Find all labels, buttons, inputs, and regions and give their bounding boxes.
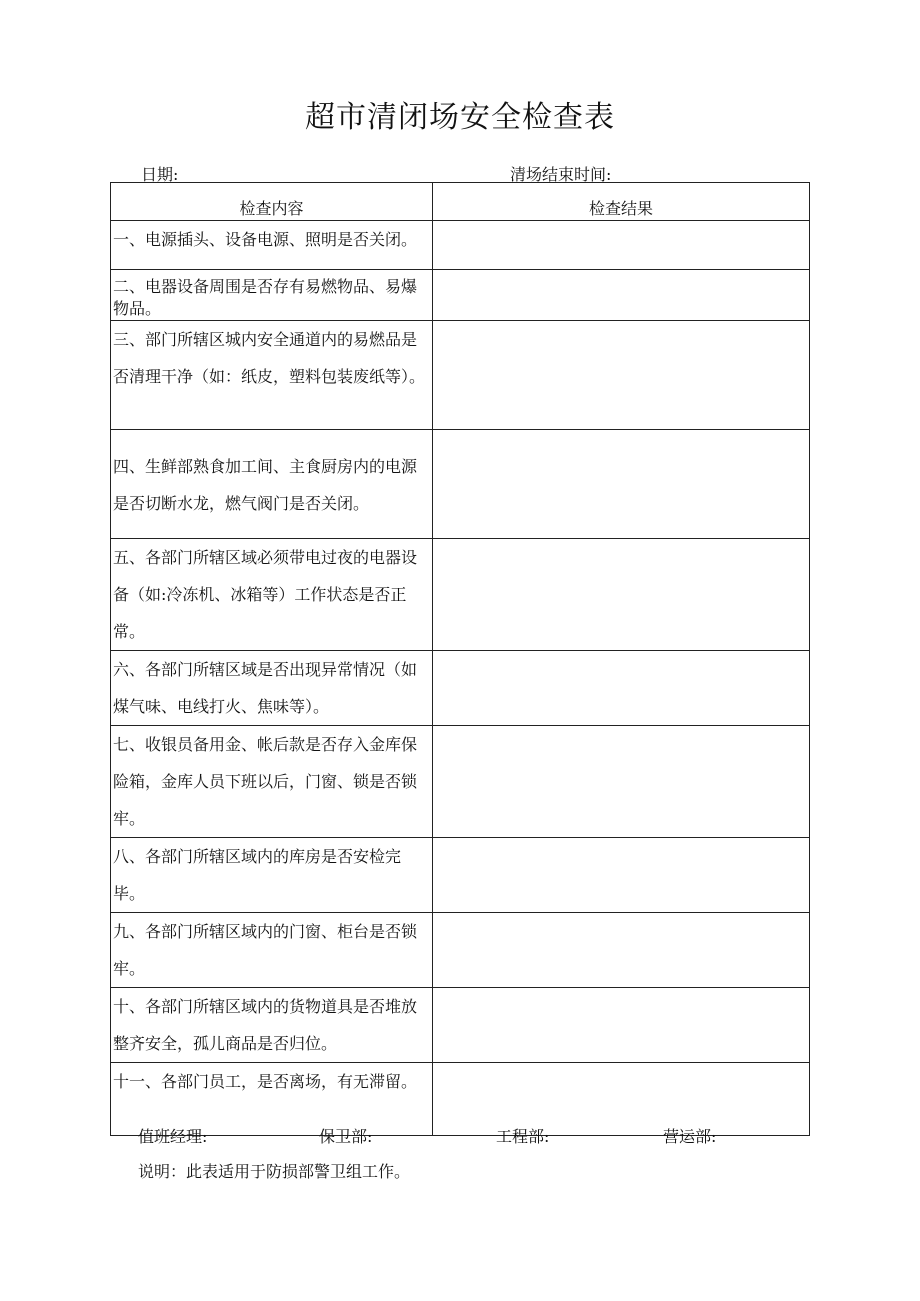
form-title: 超市清闭场安全检查表 bbox=[305, 100, 615, 135]
result-cell-11[interactable] bbox=[433, 1063, 810, 1136]
table-row bbox=[111, 539, 810, 651]
result-cell-8[interactable] bbox=[433, 838, 810, 913]
result-cell-1[interactable] bbox=[433, 221, 810, 270]
table-row bbox=[111, 321, 810, 430]
result-cell-3[interactable] bbox=[433, 321, 810, 430]
check-item-10: 十、各部门所辖区域内的货物道具是否堆放整齐安全，孤儿商品是否归位。 bbox=[113, 997, 418, 1053]
result-cell-10[interactable] bbox=[433, 988, 810, 1063]
result-cell-5[interactable] bbox=[433, 539, 810, 651]
column-header-result: 检查结果 bbox=[433, 183, 810, 221]
table-row bbox=[111, 988, 810, 1063]
date-label: 日期: bbox=[141, 165, 179, 184]
table-row bbox=[111, 651, 810, 726]
table-row bbox=[111, 221, 810, 270]
security-signature-label: 保卫部: bbox=[319, 1127, 373, 1146]
table-row bbox=[111, 270, 810, 321]
result-cell-4[interactable] bbox=[433, 430, 810, 539]
table-row bbox=[111, 430, 810, 539]
check-item-9: 九、各部门所辖区域内的门窗、柜台是否锁牢。 bbox=[113, 922, 418, 978]
engineering-signature-label: 工程部: bbox=[496, 1127, 550, 1146]
table-header-row bbox=[111, 183, 810, 221]
end-time-label: 清场结束时间: bbox=[510, 165, 612, 184]
column-header-content: 检查内容 bbox=[111, 183, 433, 221]
usage-note: 说明：此表适用于防损部警卫组工作。 bbox=[138, 1162, 411, 1181]
check-item-5: 五、各部门所辖区域必须带电过夜的电器设备（如:冷冻机、冰箱等）工作状态是否正常。 bbox=[113, 548, 418, 641]
check-item-1: 一、电源插头、设备电源、照明是否关闭。 bbox=[113, 230, 418, 249]
check-item-6: 六、各部门所辖区域是否出现异常情况（如煤气味、电线打火、焦味等）。 bbox=[113, 660, 418, 716]
check-item-4: 四、生鲜部熟食加工间、主食厨房内的电源是否切断水龙，燃气阀门是否关闭。 bbox=[113, 457, 418, 513]
operations-signature-label: 营运部: bbox=[663, 1127, 717, 1146]
duty-manager-signature-label: 值班经理: bbox=[138, 1127, 208, 1146]
check-item-8: 八、各部门所辖区域内的库房是否安检完毕。 bbox=[113, 847, 402, 903]
check-item-7: 七、收银员备用金、帐后款是否存入金库保险箱，金库人员下班以后，门窗、锁是否锁牢。 bbox=[113, 735, 418, 828]
check-item-3: 三、部门所辖区城内安全通道内的易燃品是否清理干净（如：纸皮，塑料包装废纸等）。 bbox=[113, 330, 426, 386]
result-cell-6[interactable] bbox=[433, 651, 810, 726]
result-cell-9[interactable] bbox=[433, 913, 810, 988]
inspection-table bbox=[110, 182, 810, 1136]
table-row bbox=[111, 913, 810, 988]
check-item-2: 二、电器设备周围是否存有易燃物品、易爆物品。 bbox=[113, 277, 418, 318]
table-row bbox=[111, 838, 810, 913]
check-item-11: 十一、各部门员工，是否离场，有无滞留。 bbox=[113, 1072, 418, 1091]
result-cell-7[interactable] bbox=[433, 726, 810, 838]
table-row bbox=[111, 726, 810, 838]
result-cell-2[interactable] bbox=[433, 270, 810, 321]
